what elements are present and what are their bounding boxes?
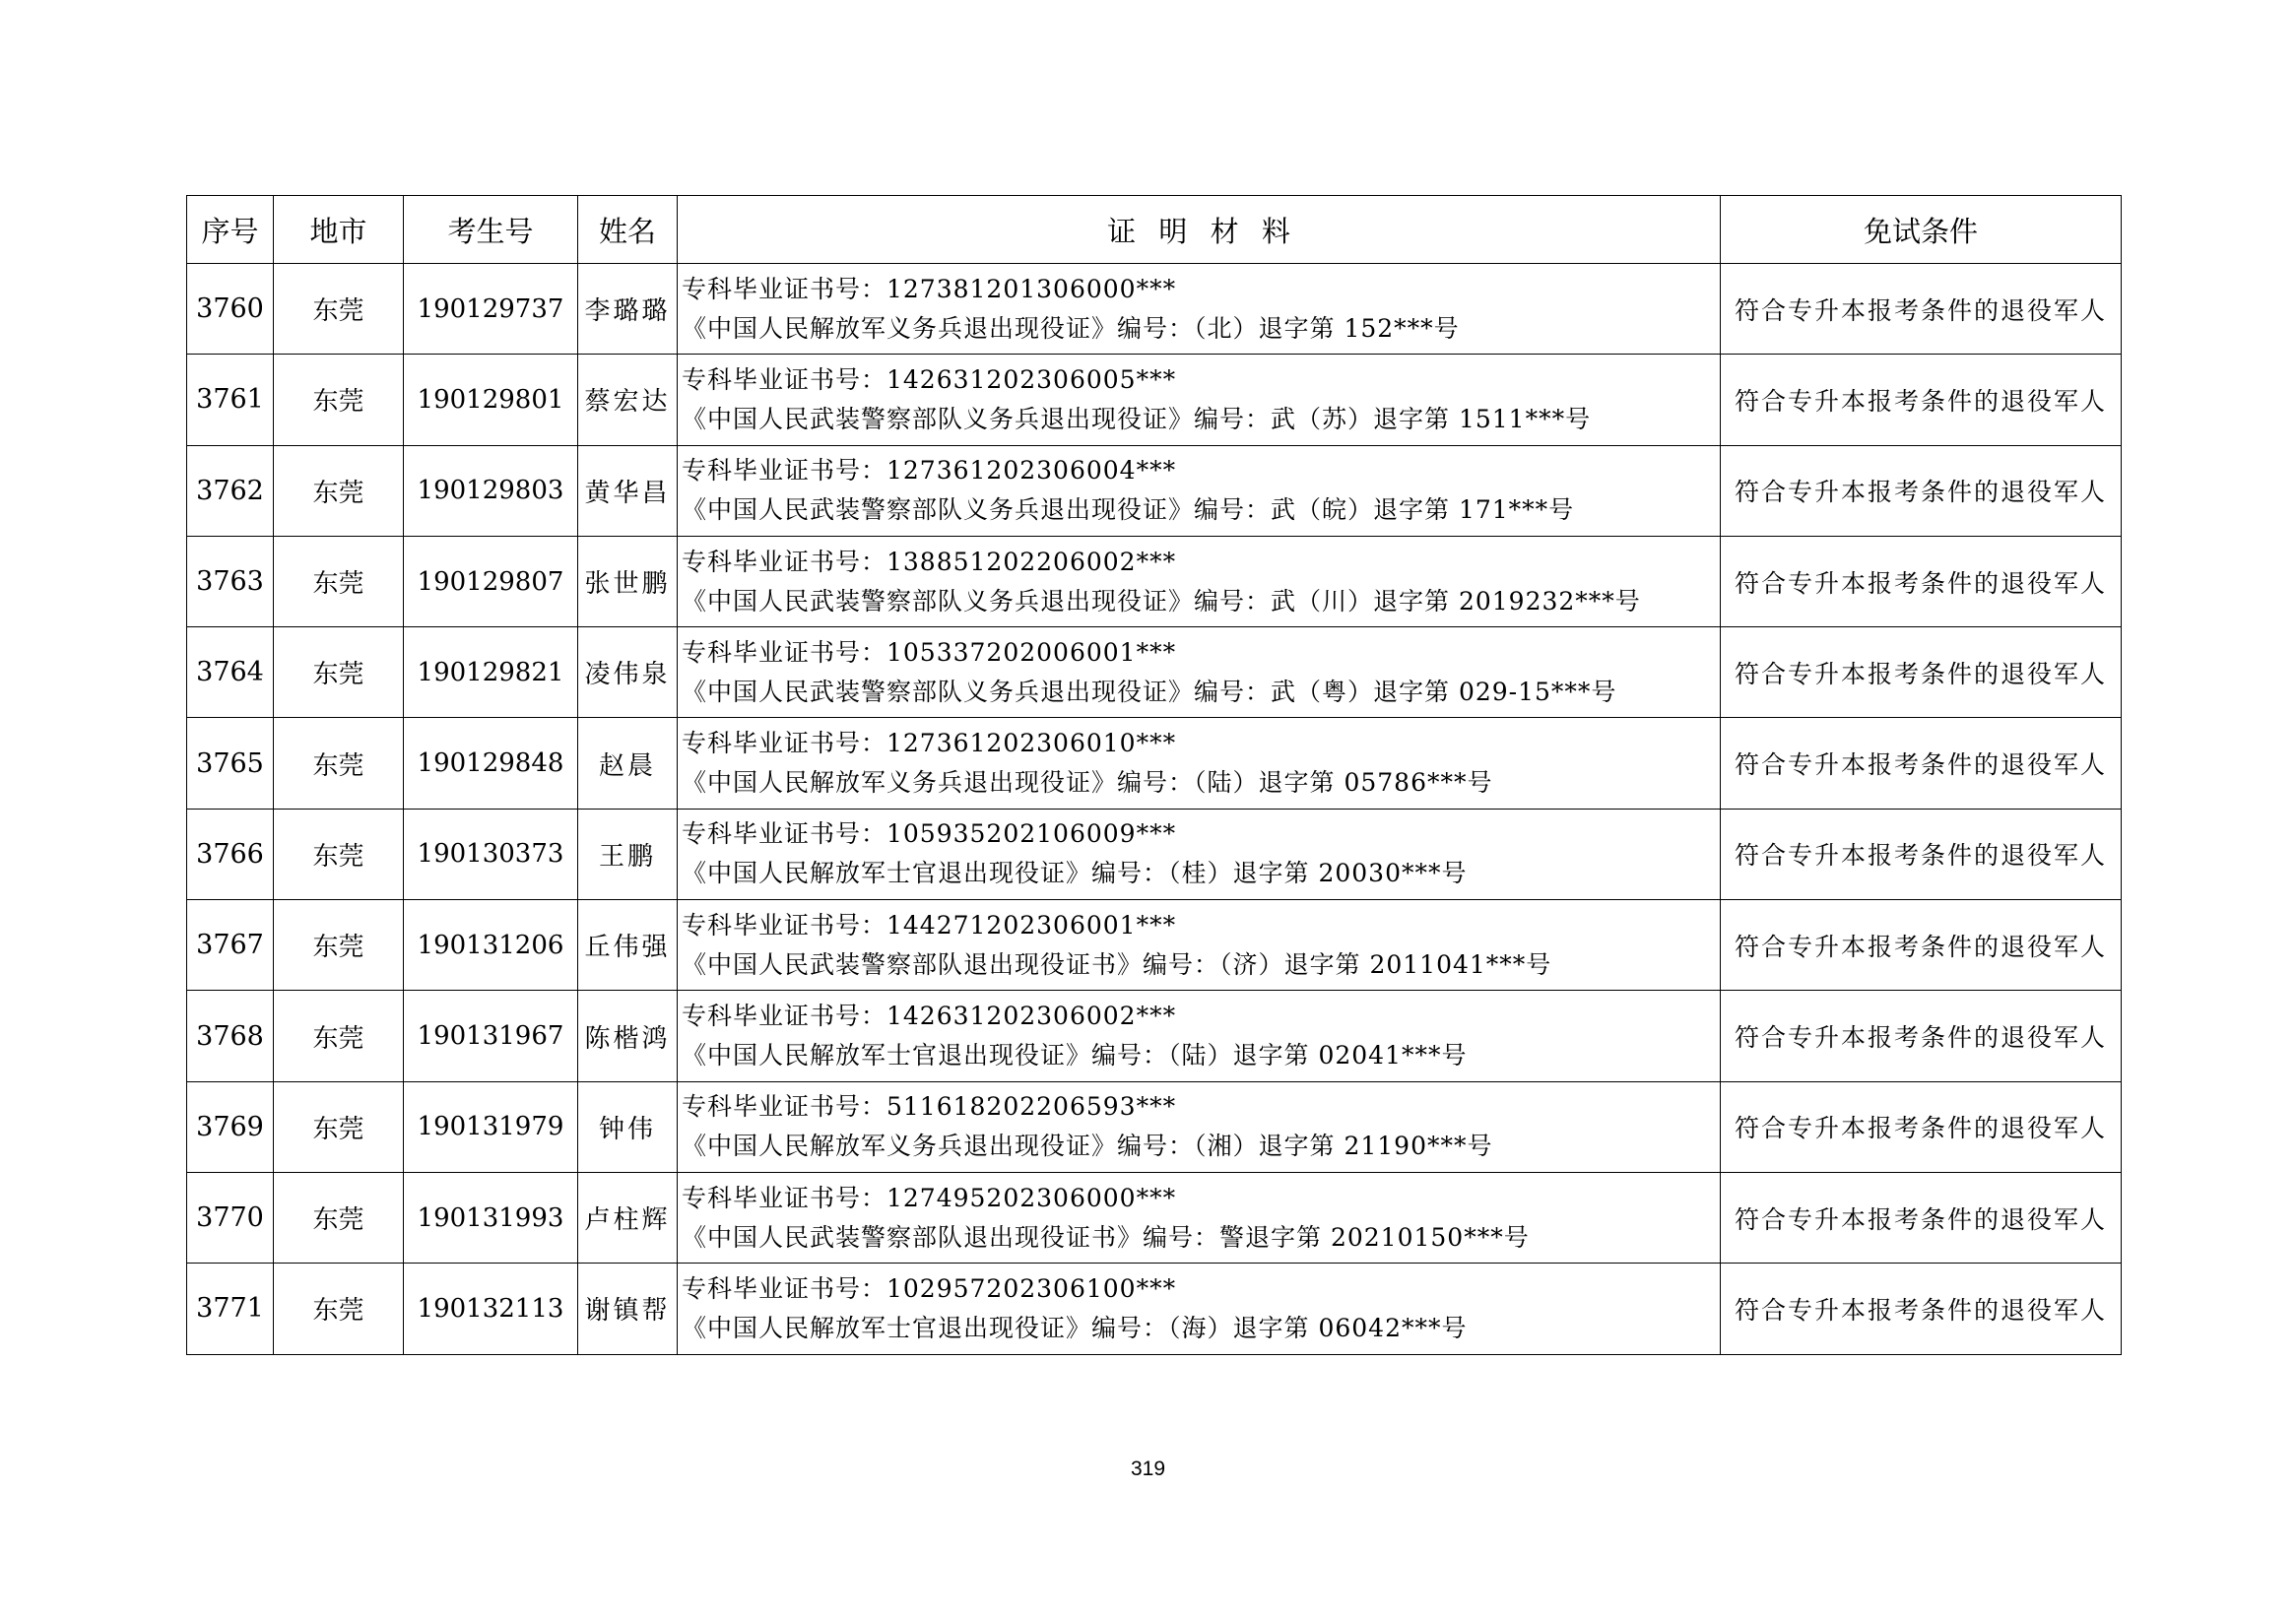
table-row: [187, 809, 2122, 899]
header-proof: 证 明 材 料: [678, 196, 1721, 264]
row-name: 黄华昌: [578, 445, 678, 536]
page-number: 319: [1130, 1458, 1166, 1480]
table-row: [187, 1172, 2122, 1263]
row-seq: 3762: [187, 445, 274, 536]
row-condition: 符合专升本报考条件的退役军人: [1721, 627, 2122, 718]
header-condition: 免试条件: [1721, 196, 2122, 264]
row-name: 张世鹏: [578, 536, 678, 626]
row-name: 凌伟泉: [578, 627, 678, 718]
row-city: 东莞: [274, 355, 404, 445]
discharge-certificate: 《中国人民解放军义务兵退出现役证》编号：（湘）退字第 21190***号: [682, 1132, 1493, 1161]
discharge-certificate: 《中国人民解放军义务兵退出现役证》编号：（北）退字第 152***号: [682, 313, 1460, 343]
row-city: 东莞: [274, 900, 404, 991]
diploma-number: 专科毕业证书号：127381201306000***: [682, 274, 1177, 303]
row-name: 卢柱辉: [578, 1172, 678, 1263]
row-city: 东莞: [274, 1264, 404, 1354]
row-condition: 符合专升本报考条件的退役军人: [1721, 264, 2122, 355]
discharge-certificate: 《中国人民武装警察部队义务兵退出现役证》编号：武（皖）退字第 171***号: [682, 495, 1575, 525]
row-condition: 符合专升本报考条件的退役军人: [1721, 1081, 2122, 1172]
row-seq: 3766: [187, 809, 274, 899]
row-name: 蔡宏达: [578, 355, 678, 445]
row-condition: 符合专升本报考条件的退役军人: [1721, 1264, 2122, 1354]
row-city: 东莞: [274, 445, 404, 536]
row-proof: [678, 1081, 1721, 1172]
row-seq: 3764: [187, 627, 274, 718]
row-condition: 符合专升本报考条件的退役军人: [1721, 991, 2122, 1081]
row-name: 赵晨: [578, 718, 678, 809]
row-city: 东莞: [274, 991, 404, 1081]
row-exam-no: 190131979: [404, 1081, 578, 1172]
row-city: 东莞: [274, 1081, 404, 1172]
row-seq: 3761: [187, 355, 274, 445]
row-proof: [678, 1172, 1721, 1263]
row-proof: [678, 355, 1721, 445]
diploma-number: 专科毕业证书号：127495202306000***: [682, 1183, 1177, 1212]
table-row: [187, 1264, 2122, 1354]
table-body: [187, 264, 2122, 1355]
row-name: 陈楷鸿: [578, 991, 678, 1081]
row-name: 丘伟强: [578, 900, 678, 991]
table-row: [187, 991, 2122, 1081]
discharge-certificate: 《中国人民武装警察部队义务兵退出现役证》编号：武（川）退字第 2019232***号: [682, 586, 1641, 616]
row-proof: [678, 536, 1721, 626]
row-seq: 3769: [187, 1081, 274, 1172]
diploma-number: 专科毕业证书号：511618202206593***: [682, 1092, 1177, 1122]
discharge-certificate: 《中国人民武装警察部队退出现役证书》编号：警退字第 20210150***号: [682, 1222, 1530, 1252]
row-seq: 3767: [187, 900, 274, 991]
row-exam-no: 190129803: [404, 445, 578, 536]
discharge-certificate: 《中国人民解放军士官退出现役证》编号：（桂）退字第 20030***号: [682, 859, 1468, 888]
row-exam-no: 190129807: [404, 536, 578, 626]
discharge-certificate: 《中国人民武装警察部队退出现役证书》编号：（济）退字第 2011041***号: [682, 949, 1552, 979]
diploma-number: 专科毕业证书号：127361202306010***: [682, 729, 1177, 758]
row-seq: 3760: [187, 264, 274, 355]
row-exam-no: 190129801: [404, 355, 578, 445]
row-proof: [678, 900, 1721, 991]
row-proof: [678, 991, 1721, 1081]
table-row: [187, 355, 2122, 445]
row-condition: 符合专升本报考条件的退役军人: [1721, 1172, 2122, 1263]
diploma-number: 专科毕业证书号：138851202206002***: [682, 547, 1177, 576]
header-name: 姓名: [578, 196, 678, 264]
header-seq: 序号: [187, 196, 274, 264]
row-exam-no: 190130373: [404, 809, 578, 899]
diploma-number: 专科毕业证书号：127361202306004***: [682, 456, 1177, 486]
row-seq: 3770: [187, 1172, 274, 1263]
row-city: 东莞: [274, 1172, 404, 1263]
table-row: [187, 900, 2122, 991]
row-seq: 3768: [187, 991, 274, 1081]
row-exam-no: 190129821: [404, 627, 578, 718]
row-name: 李璐璐: [578, 264, 678, 355]
table-row: [187, 264, 2122, 355]
row-name: 钟伟: [578, 1081, 678, 1172]
row-condition: 符合专升本报考条件的退役军人: [1721, 809, 2122, 899]
table-row: [187, 536, 2122, 626]
row-seq: 3765: [187, 718, 274, 809]
table-row: [187, 718, 2122, 809]
row-exam-no: 190131993: [404, 1172, 578, 1263]
row-condition: 符合专升本报考条件的退役军人: [1721, 900, 2122, 991]
table-row: [187, 1081, 2122, 1172]
row-proof: [678, 1264, 1721, 1354]
row-seq: 3763: [187, 536, 274, 626]
diploma-number: 专科毕业证书号：144271202306001***: [682, 910, 1177, 940]
discharge-certificate: 《中国人民解放军士官退出现役证》编号：（陆）退字第 02041***号: [682, 1041, 1468, 1070]
row-proof: [678, 627, 1721, 718]
exemption-table: [186, 195, 2122, 1355]
row-city: 东莞: [274, 627, 404, 718]
row-name: 谢镇帮: [578, 1264, 678, 1354]
row-exam-no: 190129737: [404, 264, 578, 355]
row-city: 东莞: [274, 809, 404, 899]
row-city: 东莞: [274, 536, 404, 626]
row-proof: [678, 718, 1721, 809]
diploma-number: 专科毕业证书号：142631202306002***: [682, 1002, 1177, 1031]
row-condition: 符合专升本报考条件的退役军人: [1721, 536, 2122, 626]
header-city: 地市: [274, 196, 404, 264]
row-exam-no: 190131967: [404, 991, 578, 1081]
diploma-number: 专科毕业证书号：105935202106009***: [682, 819, 1177, 849]
row-city: 东莞: [274, 718, 404, 809]
row-seq: 3771: [187, 1264, 274, 1354]
discharge-certificate: 《中国人民解放军士官退出现役证》编号：（海）退字第 06042***号: [682, 1313, 1468, 1342]
diploma-number: 专科毕业证书号：142631202306005***: [682, 364, 1177, 394]
row-proof: [678, 264, 1721, 355]
discharge-certificate: 《中国人民武装警察部队义务兵退出现役证》编号：武（苏）退字第 1511***号: [682, 404, 1592, 433]
row-exam-no: 190132113: [404, 1264, 578, 1354]
row-condition: 符合专升本报考条件的退役军人: [1721, 718, 2122, 809]
row-condition: 符合专升本报考条件的退役军人: [1721, 445, 2122, 536]
row-name: 王鹏: [578, 809, 678, 899]
diploma-number: 专科毕业证书号：102957202306100***: [682, 1273, 1177, 1303]
row-proof: [678, 445, 1721, 536]
discharge-certificate: 《中国人民解放军义务兵退出现役证》编号：（陆）退字第 05786***号: [682, 768, 1493, 798]
row-proof: [678, 809, 1721, 899]
table-row: [187, 627, 2122, 718]
row-exam-no: 190131206: [404, 900, 578, 991]
header-exam-no: 考生号: [404, 196, 578, 264]
row-exam-no: 190129848: [404, 718, 578, 809]
diploma-number: 专科毕业证书号：105337202006001***: [682, 637, 1177, 667]
row-city: 东莞: [274, 264, 404, 355]
discharge-certificate: 《中国人民武装警察部队义务兵退出现役证》编号：武（粤）退字第 029-15***号: [682, 677, 1617, 706]
row-condition: 符合专升本报考条件的退役军人: [1721, 355, 2122, 445]
table-header-row: [187, 196, 2122, 264]
table-row: [187, 445, 2122, 536]
